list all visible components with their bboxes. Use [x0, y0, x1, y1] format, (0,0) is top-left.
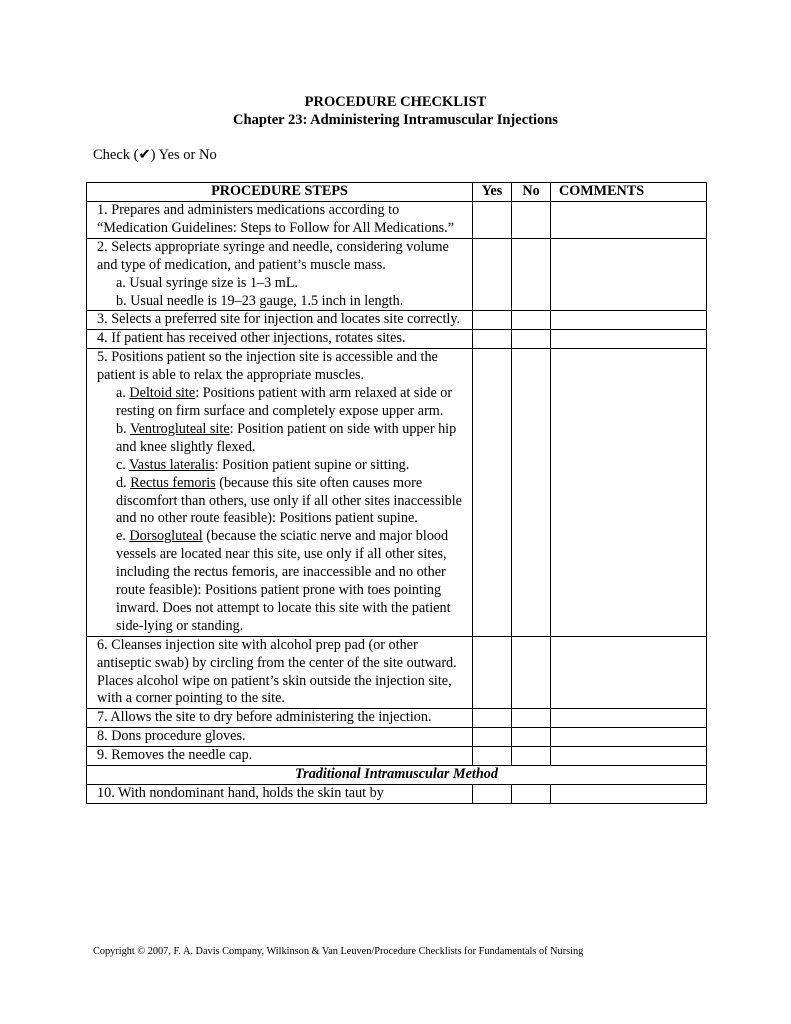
- check-instruction: Check (✔) Yes or No: [93, 147, 217, 163]
- table-row: [87, 709, 707, 728]
- step-sub-item: [97, 475, 472, 529]
- sub-prefix: c.: [116, 456, 130, 473]
- comments-cell[interactable]: [551, 636, 707, 709]
- sub-text: : Positions patient with arm relaxed at side or resting on firm surface and completely expose upper arm.: [116, 385, 453, 419]
- header-no: No: [512, 183, 551, 202]
- page-title: PROCEDURE CHECKLIST: [304, 94, 487, 110]
- no-cell[interactable]: [512, 728, 551, 747]
- table-row: [87, 330, 707, 349]
- header-procedure-steps: PROCEDURE STEPS: [87, 183, 473, 202]
- copyright-footer: Copyright © 2007, F. A. Davis Company, Wilkinson & Van Leuven/Procedure Checklists for Fundamentals of Nursing: [93, 946, 584, 957]
- no-cell[interactable]: [512, 238, 551, 311]
- table-row: [87, 636, 707, 709]
- step-main: 2. Selects appropriate syringe and needle, considering volume and type of medication, and patient’s muscle mass.: [97, 238, 449, 273]
- section-heading: Traditional Intramuscular Method: [87, 766, 707, 785]
- sub-prefix: b.: [116, 420, 130, 437]
- step-text: 1. Prepares and administers medications according to “Medication Guidelines: Steps to Follow for All Medications.”: [87, 202, 473, 239]
- comments-cell[interactable]: [551, 728, 707, 747]
- procedure-table: [86, 182, 707, 804]
- comments-cell[interactable]: [551, 747, 707, 766]
- no-cell[interactable]: [512, 709, 551, 728]
- step-text: 7. Allows the site to dry before administering the injection.: [87, 709, 473, 728]
- step-sub-item: [97, 457, 472, 475]
- yes-cell[interactable]: [473, 238, 512, 311]
- sub-text: : Position patient on side with upper hip and knee slightly flexed.: [116, 420, 457, 455]
- step-sub-item: b. Usual needle is 19–23 gauge, 1.5 inch in length.: [116, 292, 404, 309]
- step-sub-item: [97, 528, 472, 635]
- chapter-subtitle: Chapter 23: Administering Intramuscular Injections: [233, 112, 558, 128]
- sub-text: (because the sciatic nerve and major blood vessels are located near this site, use only if all other sites, including the rectus femoris, are inaccessible and no other route feasible): Positions patient prone with toes pointing inward. Does not attempt to locate this site with the patient side-lying or standing.: [116, 528, 451, 634]
- no-cell[interactable]: [512, 311, 551, 330]
- header-yes: Yes: [473, 183, 512, 202]
- comments-cell[interactable]: [551, 709, 707, 728]
- sub-prefix: e.: [116, 528, 130, 545]
- header-comments: COMMENTS: [551, 183, 707, 202]
- table-row: [87, 311, 707, 330]
- no-cell[interactable]: [512, 636, 551, 709]
- step-text: 6. Cleanses injection site with alcohol prep pad (or other antiseptic swab) by circling from the center of the site outward. Places alcohol wipe on patient’s skin outside the injection site, with a corner pointing to the site.: [87, 636, 473, 709]
- comments-cell[interactable]: [551, 330, 707, 349]
- table-row: [87, 728, 707, 747]
- site-name: Deltoid site: [129, 385, 196, 402]
- no-cell[interactable]: [512, 330, 551, 349]
- site-name: Vastus lateralis: [129, 456, 215, 473]
- yes-cell[interactable]: [473, 747, 512, 766]
- yes-cell[interactable]: [473, 311, 512, 330]
- site-name: Rectus femoris: [130, 474, 216, 491]
- step-text: [87, 238, 473, 311]
- table-row: [87, 238, 707, 311]
- yes-cell[interactable]: [473, 202, 512, 239]
- yes-cell[interactable]: [473, 349, 512, 637]
- step-sub-item: [97, 421, 472, 457]
- sub-text: : Position patient supine or sitting.: [214, 456, 410, 473]
- section-row: [87, 766, 707, 785]
- no-cell[interactable]: [512, 785, 551, 804]
- step-sub-item: [97, 385, 472, 421]
- sub-text: (because this site often causes more discomfort than others, use only if all other sites inaccessible and no other route feasible): Positions patient supine.: [116, 474, 462, 527]
- no-cell[interactable]: [512, 202, 551, 239]
- no-cell[interactable]: [512, 349, 551, 637]
- step-main: 5. Positions patient so the injection site is accessible and the patient is able to relax the appropriate muscles.: [97, 349, 438, 384]
- table-row: [87, 202, 707, 239]
- comments-cell[interactable]: [551, 311, 707, 330]
- table-row: [87, 785, 707, 804]
- site-name: Dorsogluteal: [129, 528, 203, 545]
- step-text: [87, 349, 473, 637]
- step-sub-item: a. Usual syringe size is 1–3 mL.: [116, 274, 299, 291]
- table-header-row: [87, 183, 707, 202]
- no-cell[interactable]: [512, 747, 551, 766]
- comments-cell[interactable]: [551, 202, 707, 239]
- yes-cell[interactable]: [473, 709, 512, 728]
- site-name: Ventrogluteal site: [129, 420, 230, 437]
- yes-cell[interactable]: [473, 330, 512, 349]
- step-text: 3. Selects a preferred site for injection and locates site correctly.: [87, 311, 473, 330]
- comments-cell[interactable]: [551, 238, 707, 311]
- step-text: 4. If patient has received other injections, rotates sites.: [87, 330, 473, 349]
- comments-cell[interactable]: [551, 785, 707, 804]
- yes-cell[interactable]: [473, 785, 512, 804]
- table-row: [87, 349, 707, 637]
- step-text: 9. Removes the needle cap.: [87, 747, 473, 766]
- table-row: [87, 747, 707, 766]
- comments-cell[interactable]: [551, 349, 707, 637]
- yes-cell[interactable]: [473, 636, 512, 709]
- sub-prefix: d.: [116, 474, 131, 491]
- sub-prefix: a.: [116, 385, 130, 402]
- yes-cell[interactable]: [473, 728, 512, 747]
- step-text: 10. With nondominant hand, holds the skin taut by: [87, 785, 473, 804]
- step-text: 8. Dons procedure gloves.: [87, 728, 473, 747]
